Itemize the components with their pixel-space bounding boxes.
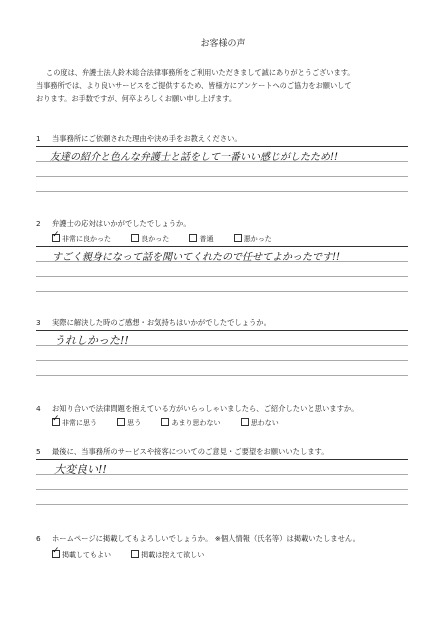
checkbox-checked-icon[interactable] xyxy=(52,234,60,242)
option-decline-publish[interactable] xyxy=(131,550,204,560)
answer-line xyxy=(36,375,408,376)
question-number: 2 xyxy=(36,219,41,228)
question-text: 最後に、当事務所のサービスや接客についてのご意見・ご要望をお願いいたします。 xyxy=(52,447,329,456)
answer-line xyxy=(36,246,408,247)
checkbox-icon[interactable] xyxy=(234,234,242,242)
intro-line-2: 当事務所では、より良いサービスをご提供するため、皆様方にアンケートへのご協力をお願いして xyxy=(36,81,352,90)
option-label: 掲載してもよい xyxy=(62,551,111,559)
option-no[interactable] xyxy=(241,418,279,428)
options-2 xyxy=(52,234,290,244)
option-normal[interactable] xyxy=(189,234,213,244)
page-title: お客様の声 xyxy=(200,39,246,49)
option-good[interactable] xyxy=(131,234,169,244)
question-number: 5 xyxy=(36,447,41,456)
options-4 xyxy=(52,418,297,428)
option-bad[interactable] xyxy=(234,234,272,244)
checkbox-icon[interactable] xyxy=(161,418,169,426)
option-label: 掲載は控えて欲しい xyxy=(141,551,205,559)
checkbox-checked-icon[interactable] xyxy=(52,418,60,426)
checkbox-icon[interactable] xyxy=(131,550,139,558)
answer-line xyxy=(36,330,408,331)
question-2 xyxy=(36,219,191,229)
answer-line xyxy=(36,360,408,361)
question-1 xyxy=(36,134,242,144)
question-number: 4 xyxy=(36,404,41,413)
answer-line xyxy=(36,504,408,505)
question-text: 当事務所にご依頼された理由や決め手をお教えください。 xyxy=(52,134,242,143)
option-label: 普通 xyxy=(199,235,214,243)
question-3 xyxy=(36,318,271,328)
checkbox-icon[interactable] xyxy=(241,418,249,426)
answer-line xyxy=(36,291,408,292)
option-label: あまり思わない xyxy=(171,419,221,427)
checkbox-icon[interactable] xyxy=(117,418,125,426)
handwritten-answer-2: すごく親身になって話を聞いてくれたので任せてよかったです!! xyxy=(52,252,341,263)
question-number: 3 xyxy=(36,318,41,327)
option-yes[interactable] xyxy=(117,418,141,428)
checkbox-checked-icon[interactable] xyxy=(52,550,60,558)
answer-line xyxy=(36,276,408,277)
question-6 xyxy=(36,534,360,544)
question-number: 1 xyxy=(36,134,41,143)
option-label: 悪かった xyxy=(243,235,272,243)
question-number: 6 xyxy=(36,534,41,543)
handwritten-answer-3: うれしかった!! xyxy=(54,334,129,347)
question-text: ホームページに掲載してもよろしいでしょうか。 ※個人情報（氏名等）は掲載いたしません。 xyxy=(52,534,360,543)
checkbox-icon[interactable] xyxy=(131,234,139,242)
answer-line xyxy=(36,176,408,177)
option-allow-publish[interactable] xyxy=(52,550,111,560)
intro-line-1: この度は、弁護士法人鈴木総合法律事務所をご利用いただきまして誠にありがとうございます。 xyxy=(46,68,355,77)
option-label: 思う xyxy=(127,419,142,427)
question-text: 実際に解決した時のご感想・お気持ちはいかがでしたでしょうか。 xyxy=(52,318,271,327)
answer-line xyxy=(36,459,408,460)
question-5 xyxy=(36,447,329,457)
handwritten-answer-5: 大変良い!! xyxy=(54,463,107,476)
intro-line-3: おります。お手数ですが、何卒よろしくお願い申し上げます。 xyxy=(36,94,237,103)
question-text: 弁護士の応対はいかがでしたでしょうか。 xyxy=(52,219,191,228)
handwritten-answer-1: 友達の紹介と色んな弁護士と話をして一番いい感じがしたため!! xyxy=(50,152,339,163)
question-text: お知り合いで法律問題を抱えている方がいらっしゃいましたら、ご紹介したいと思いますか。 xyxy=(52,404,359,413)
checkbox-icon[interactable] xyxy=(189,234,197,242)
option-label: 良かった xyxy=(141,235,170,243)
answer-line xyxy=(36,489,408,490)
option-not-much[interactable] xyxy=(161,418,220,428)
options-6 xyxy=(52,550,222,560)
option-label: 非常に良かった xyxy=(62,235,111,243)
option-label: 非常に思う xyxy=(62,419,97,427)
answer-line xyxy=(36,191,408,192)
answer-line xyxy=(36,146,408,147)
option-label: 思わない xyxy=(250,419,279,427)
intro-text xyxy=(36,66,420,105)
option-very-good[interactable] xyxy=(52,234,111,244)
question-4 xyxy=(36,404,358,414)
option-very-much[interactable] xyxy=(52,418,97,428)
